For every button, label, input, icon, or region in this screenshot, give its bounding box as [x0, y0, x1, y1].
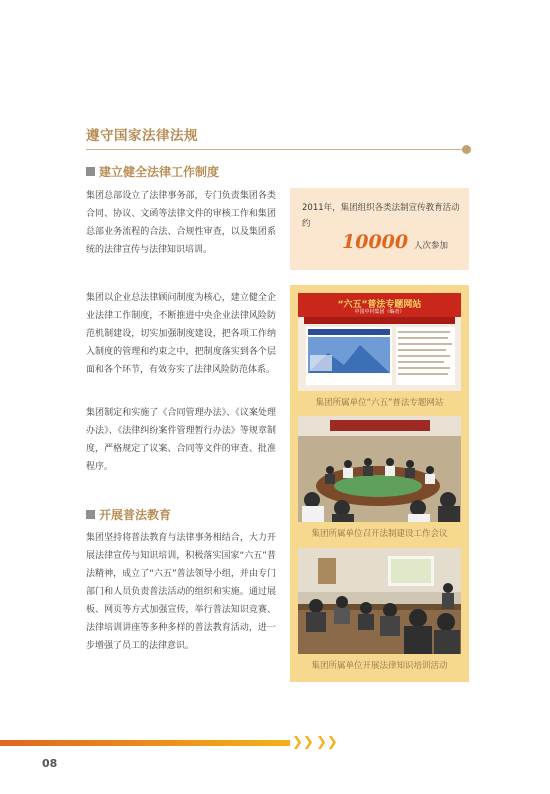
title-divider-dot: [462, 145, 471, 154]
page-title: 遵守国家法律法规: [86, 128, 198, 144]
photo-caption: 集团所属单位“六五”普法专题网站: [315, 398, 444, 408]
title-divider: [86, 149, 466, 150]
page-number: 08: [42, 757, 58, 770]
square-bullet-icon: [86, 510, 95, 519]
chevron-right-icon: ❯❯: [316, 735, 338, 750]
website-banner: “六五”普法专题网站: [337, 300, 422, 310]
callout-text: 2011年，集团组织各类法制宣传教育活动约: [302, 203, 460, 229]
callout-number: 10000: [342, 231, 409, 253]
meeting-photo: [298, 416, 461, 522]
chevron-right-icon: ❯❯: [292, 735, 314, 750]
photo-caption: 集团所属单位召开法制建设工作会议: [311, 529, 448, 539]
footer-gradient-bar: [0, 740, 290, 746]
paragraph: 集团制定和实施了《合同管理办法》、《议案处理办法》、《法律纠纷案件管理暂行办法》等规章制度，严格规定了议案、合同等文件的审查、批准程序。: [86, 408, 276, 472]
section-heading-label: 建立健全法律工作制度: [99, 165, 220, 179]
section-heading-label: 开展普法教育: [99, 508, 172, 522]
meeting-illustration: [298, 416, 461, 522]
section-heading-legal-system: [86, 163, 219, 180]
callout-suffix: 人次参加: [414, 241, 449, 251]
stat-callout: [290, 188, 469, 270]
photo-caption: 集团所属单位开展法律知识培训活动: [311, 661, 448, 671]
section-heading-legal-education: [86, 506, 171, 523]
photo-column: [290, 285, 469, 682]
training-photo: [298, 548, 461, 654]
website-sub-banner: 中国中材集团（编者）: [354, 309, 405, 315]
website-photo: [298, 293, 461, 391]
paragraph: 集团总部设立了法律事务部，专门负责集团各类合同、协议、文函等法律文件的审核工作和集团总部业务流程的合法、合规性审查，以及集团系统的法律宣传与法律知识培训。: [86, 191, 276, 255]
paragraph: 集团坚持将普法教育与法律事务相结合，大力开展法律宣传与知识培训，积极落实国家“六五”普法精神，成立了“六五”普法领导小组，并由专门部门和人员负责普法活动的组织和实施。通过展板、网页等方式加强宣传，举行普法知识竞赛、法律培训讲座等多种多样的普法教育活动，进一步增强了员工的法律意识。: [86, 533, 276, 651]
training-illustration: [298, 548, 461, 654]
paragraph: 集团以企业总法律顾问制度为核心，建立健全企业法律工作制度，不断推进中央企业法律风险防范机制建设，切实加强制度建设，把各项工作纳入制度的管理和约束之中，把制度落实到各个层面和各个环节，有效夯实了法律风险防范体系。: [86, 293, 276, 375]
square-bullet-icon: [86, 167, 95, 176]
